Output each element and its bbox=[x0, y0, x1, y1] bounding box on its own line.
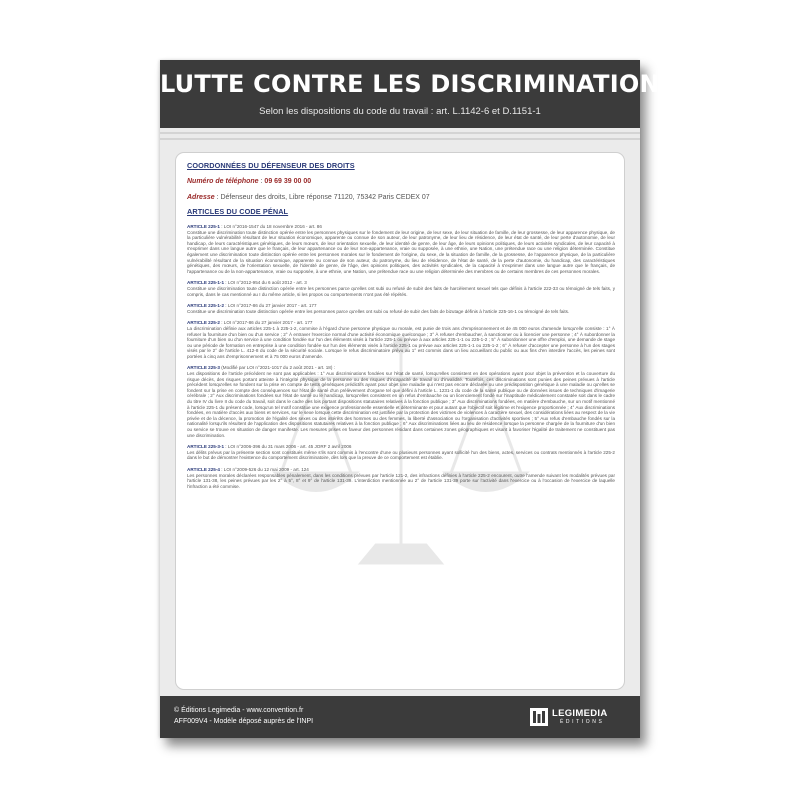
article-ref: ARTICLE 225-1-1 bbox=[187, 280, 225, 286]
phone-separator: : bbox=[258, 178, 265, 185]
article-body: Les dispositions de l'article précédent ne sont pas applicables : 1° Aux discriminations fondées sur l'état de santé, lorsqu'elles consistent en des opérations ayant pour objet la prévention et la couverture du risque décès, des risques portant atteinte à l'intégrité physique de la personne ou des risques d'incapacité de travail ou d'invalidité. Toutefois, ces discriminations sont punies des peines prévues à l'article précédent lorsqu'elles se fondent sur la prise en compte de tests génétiques prédictifs ayant pour objet une maladie qui n'est pas encore déclarée ou une prédisposition génétique à une maladie ou qu'elles se fondent sur la prise en compte des conséquences sur l'état de santé d'un prélèvement d'organe tel que défini à l'article L. 1231-1 du code de la santé publique ou de données issues de techniques d'imagerie cérébrale ; 2° Aux discriminations fondées sur l'état de santé ou le handicap, lorsqu'elles consistent en un refus d'embauche ou un licenciement fondé sur l'inaptitude médicalement constatée soit dans le cadre du titre IV du livre II du code du travail, soit dans le cadre des lois portant dispositions statutaires relatives à la fonction publique ; 3° Aux discriminations fondées, en matière d'embauche, sur un motif mentionné à l'article 225-1 du présent code, lorsqu'un tel motif constitue une exigence professionnelle essentielle et déterminante et pour autant que l'objectif soit légitime et l'exigence proportionnée ; 4° Aux discriminations fondées, en matière d'accès aux biens et services, sur le sexe lorsque cette discrimination est justifiée par la protection des victimes de violences à caractère sexuel, des considérations liées au respect de la vie privée et de la décence, la promotion de l'égalité des sexes ou des intérêts des hommes ou des femmes, la liberté d'association ou l'organisation d'activités sportives ; 5° Aux refus d'embauche fondés sur la nationalité lorsqu'ils résultent de l'application des dispositions statutaires relatives à la fonction publique ; 6° Aux discriminations liées au lieu de résidence lorsque la personne chargée de la fourniture d'un bien ou service se trouve en situation de danger manifeste. Les mesures prises en faveur des personnes résidant dans certaines zones géographiques et visant à favoriser l'égalité de traitement ne constituent pas une discrimination. bbox=[187, 371, 615, 438]
address-label: Adresse bbox=[187, 194, 215, 201]
address-separator: : bbox=[214, 194, 221, 201]
header-divider bbox=[160, 132, 640, 134]
article-ref: ARTICLE 225-3-1 bbox=[187, 444, 225, 450]
model-reference-text: AFF009V4 - Modèle déposé auprès de l'INPI bbox=[174, 718, 314, 725]
article-body: Constitue une discrimination toute distinction opérée entre les personnes parce qu'elles ont subi ou refusé de subir des faits de bizutage définis à l'article 225-16-1 ou témoigné de tels faits. bbox=[187, 308, 570, 314]
article-225-3 bbox=[187, 365, 615, 438]
article-source: : LOI n°2006-396 du 31 mars 2006 - art. 45 JORF 2 avril 2006 bbox=[224, 444, 352, 450]
legimedia-logo-icon bbox=[530, 708, 548, 726]
content-card bbox=[175, 152, 625, 690]
article-225-3-1 bbox=[187, 444, 615, 461]
article-ref: ARTICLE 225-3 bbox=[187, 365, 220, 371]
article-ref: ARTICLE 225-4 bbox=[187, 466, 220, 472]
article-source: : LOI n°2017-86 du 27 janvier 2017 - art. 177 bbox=[219, 320, 313, 326]
poster bbox=[160, 60, 678, 738]
article-source: : LOI n°2012-954 du 6 août 2012 - art. 3 bbox=[224, 280, 307, 286]
article-ref: ARTICLE 225-2 bbox=[187, 320, 220, 326]
article-body: La discrimination définie aux articles 225-1 à 225-1-2, commise à l'égard d'une personne physique ou morale, est punie de trois ans d'emprisonnement et de 45 000 euros d'amende lorsqu'elle consiste : 1° À refuser la fourniture d'un bien ou d'un service ; 2° À entraver l'exercice normal d'une activité économique quelconque ; 3° À refuser d'embaucher, à sanctionner ou à licencier une personne ; 4° À subordonner la fourniture d'un bien ou d'un service à une condition fondée sur l'un des éléments visés à l'article 225-1 ou prévue à aux articles 225-1-1 ou 225-1-2 ; 5° À subordonner une offre d'emploi, une demande de stage ou une période de formation en entreprise à une condition fondée sur l'un des éléments visés à l'article 225-1 ou prévue aux articles 225-1-1 ou 225-1-2 ; 6° À refuser d'accepter une personne à l'un des stages visés par le 2° de l'article L. 412-8 du code de la sécurité sociale. Lorsque le refus discriminatoire prévu au 1° est commis dans un lieu accueillant du public ou aux fins d'en interdire l'accès, les peines sont portées à cinq ans d'emprisonnement et à 75 000 euros d'amende. bbox=[187, 325, 615, 359]
brand-subtitle: ÉDITIONS bbox=[560, 719, 605, 725]
article-body: Les personnes morales déclarées responsables pénalement, dans les conditions prévues par l'article 121-2, des infractions définies à l'article 225-2 encourent, outre l'amende suivant les modalités prévues par l'article 131-38, les peines prévues par les 2° à 5°, 8° et 9° de l'article 131-39. L'interdiction mentionnée au 2° de l'article 131-39 porte sur l'activité dans l'exercice ou à l'occasion de l'exercice de laquelle l'infraction a été commise. bbox=[187, 472, 615, 489]
article-225-4 bbox=[187, 467, 615, 489]
phone-value: 09 69 39 00 00 bbox=[264, 178, 312, 185]
article-225-1-1 bbox=[187, 280, 615, 297]
poster-footer bbox=[160, 696, 640, 738]
copyright-text: © Éditions Legimedia - www.convention.fr bbox=[174, 707, 304, 714]
phone-line bbox=[187, 177, 615, 187]
poster-header bbox=[160, 60, 678, 128]
article-body: Les délits prévus par la présente section sont constitués même s'ils sont commis à l'encontre d'une ou plusieurs personnes ayant sollicité l'un des biens, actes, services ou contrats mentionnés à l'article 225-2 dans le but de démontrer l'existence du comportement discriminatoire, dès lors que la preuve de ce comportement est établie. bbox=[187, 449, 615, 461]
article-225-2 bbox=[187, 320, 615, 359]
article-body: Constitue une discrimination toute distinction opérée entre les personnes physiques sur le fondement de leur origine, de leur sexe, de leur situation de famille, de leur grossesse, de leur apparence physique, de la particulière vulnérabilité résultant de leur situation économique, apparente ou connue de son auteur, de leur patronyme, de leur lieu de résidence, de leur état de santé, de leur perte d'autonomie, de leur handicap, de leurs caractéristiques génétiques, de leurs mœurs, de leur orientation sexuelle, de leur identité de genre, de leur âge, de leurs opinions politiques, de leurs activités syndicales, de leur capacité à s'exprimer dans une langue autre que le français, de leur appartenance ou de leur non-appartenance, vraie ou supposée, à une ethnie, une Nation, une prétendue race ou une religion déterminée. Constitue également une discrimination toute distinction opérée entre les personnes morales sur le fondement de l'origine, du sexe, de la situation de famille, de la grossesse, de l'apparence physique, de la particulière vulnérabilité résultant de la situation économique, apparente ou connue de son auteur, du patronyme, du lieu de résidence, de l'état de santé, de la perte d'autonomie, du handicap, des caractéristiques génétiques, des mœurs, de l'orientation sexuelle, de l'identité de genre, de l'âge, des opinions politiques, des activités syndicales, de la capacité à s'exprimer dans une langue autre que le français, de l'appartenance ou de la non-appartenance, vraie ou supposée, à une ethnie, une Nation, une prétendue race ou une religion déterminée des membres ou de certains membres de ces personnes morales. bbox=[187, 229, 615, 274]
address-line bbox=[187, 193, 615, 203]
phone-label: Numéro de téléphone bbox=[187, 178, 259, 185]
article-source: (Modifié par LOI n°2021-1017 du 2 août 2021 - art. 18) : bbox=[219, 365, 335, 371]
article-ref: ARTICLE 225-1 bbox=[187, 224, 220, 229]
article-source: : LOI n°2009-526 du 12 mai 2009 - art. 124 bbox=[219, 466, 309, 472]
article-225-1 bbox=[187, 224, 615, 274]
poster-title: LUTTE CONTRE LES DISCRIMINATIONS bbox=[160, 70, 678, 98]
card-content bbox=[187, 161, 615, 489]
poster-subtitle: Selon les dispositions du code du travail : art. L.1142-6 et D.1151-1 bbox=[259, 106, 541, 117]
article-225-1-2 bbox=[187, 303, 615, 314]
article-source: : LOI n°2016-1547 du 18 novembre 2016 - art. 86 bbox=[219, 224, 322, 229]
article-ref: ARTICLE 225-1-2 bbox=[187, 303, 225, 309]
publisher-logo bbox=[530, 707, 626, 729]
brand-name: LEGIMEDIA bbox=[552, 708, 608, 719]
address-value: Défenseur des droits, Libre réponse 71120, 75342 Paris CEDEX 07 bbox=[220, 194, 430, 201]
section-heading-contact: COORDONNÉES DU DÉFENSEUR DES DROITS bbox=[187, 161, 355, 170]
article-body: Constitue une discrimination toute distinction opérée entre les personnes parce qu'elles ont subi ou refusé de subir des faits de harcèlement sexuel tels que définis à l'article 222-33 ou témoigné de tels faits, y compris, dans le cas mentionné au I du même article, si les propos ou comportements n'ont pas été répétés. bbox=[187, 285, 615, 297]
header-divider bbox=[160, 138, 640, 140]
section-heading-penal: ARTICLES DU CODE PÉNAL bbox=[187, 207, 289, 216]
article-source: : LOI n°2017-86 du 27 janvier 2017 - art. 177 bbox=[224, 303, 317, 309]
